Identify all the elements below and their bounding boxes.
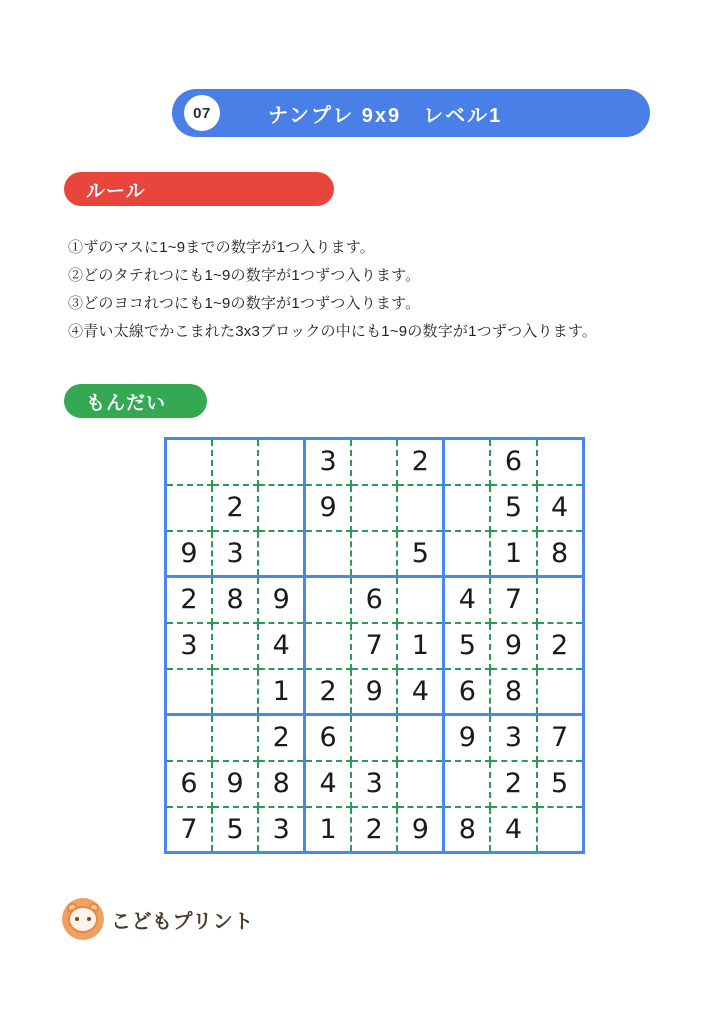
sudoku-cell-r1c1[interactable] bbox=[166, 439, 212, 485]
sudoku-cell-r6c8[interactable]: 8 bbox=[490, 669, 536, 715]
problem-section-banner bbox=[64, 384, 207, 418]
sudoku-cell-r2c6[interactable] bbox=[397, 485, 443, 531]
sudoku-cell-r4c1[interactable]: 2 bbox=[166, 577, 212, 623]
sudoku-cell-r7c8[interactable]: 3 bbox=[490, 715, 536, 761]
sudoku-cell-r3c8[interactable]: 1 bbox=[490, 531, 536, 577]
sudoku-row bbox=[166, 439, 584, 485]
sudoku-cell-r9c7[interactable]: 8 bbox=[444, 807, 490, 853]
sudoku-cell-r1c9[interactable] bbox=[537, 439, 583, 485]
sudoku-cell-r4c5[interactable]: 6 bbox=[351, 577, 397, 623]
sudoku-table bbox=[164, 437, 585, 854]
cat-face-icon bbox=[62, 898, 104, 940]
sudoku-cell-r4c2[interactable]: 8 bbox=[212, 577, 258, 623]
sudoku-cell-r6c9[interactable] bbox=[537, 669, 583, 715]
sudoku-cell-r9c9[interactable] bbox=[537, 807, 583, 853]
puzzle-number-badge: 07 bbox=[184, 95, 220, 131]
rule-line-1: ①ずのマスに1~9までの数字が1つ入ります。 bbox=[68, 239, 375, 256]
sudoku-cell-r3c1[interactable]: 9 bbox=[166, 531, 212, 577]
sudoku-cell-r5c1[interactable]: 3 bbox=[166, 623, 212, 669]
sudoku-cell-r6c5[interactable]: 9 bbox=[351, 669, 397, 715]
sudoku-cell-r1c3[interactable] bbox=[258, 439, 304, 485]
rules-list bbox=[68, 234, 668, 346]
sudoku-row bbox=[166, 485, 584, 531]
sudoku-cell-r8c2[interactable]: 9 bbox=[212, 761, 258, 807]
sudoku-cell-r2c4[interactable]: 9 bbox=[305, 485, 351, 531]
problem-banner-label: もんだい bbox=[86, 392, 167, 414]
sudoku-cell-r4c9[interactable] bbox=[537, 577, 583, 623]
sudoku-cell-r4c8[interactable]: 7 bbox=[490, 577, 536, 623]
sudoku-cell-r6c6[interactable]: 4 bbox=[397, 669, 443, 715]
sudoku-cell-r9c2[interactable]: 5 bbox=[212, 807, 258, 853]
sudoku-cell-r2c1[interactable] bbox=[166, 485, 212, 531]
sudoku-cell-r4c4[interactable] bbox=[305, 577, 351, 623]
footer-brand bbox=[62, 898, 254, 940]
sudoku-cell-r2c7[interactable] bbox=[444, 485, 490, 531]
sudoku-cell-r8c6[interactable] bbox=[397, 761, 443, 807]
sudoku-cell-r9c5[interactable]: 2 bbox=[351, 807, 397, 853]
sudoku-cell-r3c7[interactable] bbox=[444, 531, 490, 577]
sudoku-cell-r8c9[interactable]: 5 bbox=[537, 761, 583, 807]
sudoku-cell-r1c8[interactable]: 6 bbox=[490, 439, 536, 485]
sudoku-cell-r5c4[interactable] bbox=[305, 623, 351, 669]
sudoku-cell-r2c2[interactable]: 2 bbox=[212, 485, 258, 531]
sudoku-cell-r7c7[interactable]: 9 bbox=[444, 715, 490, 761]
sudoku-cell-r2c9[interactable]: 4 bbox=[537, 485, 583, 531]
sudoku-cell-r7c4[interactable]: 6 bbox=[305, 715, 351, 761]
sudoku-cell-r5c6[interactable]: 1 bbox=[397, 623, 443, 669]
sudoku-row bbox=[166, 669, 584, 715]
sudoku-cell-r5c3[interactable]: 4 bbox=[258, 623, 304, 669]
sudoku-cell-r5c8[interactable]: 9 bbox=[490, 623, 536, 669]
sudoku-cell-r3c6[interactable]: 5 bbox=[397, 531, 443, 577]
sudoku-row bbox=[166, 807, 584, 853]
sudoku-cell-r1c2[interactable] bbox=[212, 439, 258, 485]
sudoku-row bbox=[166, 623, 584, 669]
rules-banner-label: ルール bbox=[86, 180, 146, 202]
sudoku-cell-r8c3[interactable]: 8 bbox=[258, 761, 304, 807]
sudoku-cell-r6c2[interactable] bbox=[212, 669, 258, 715]
sudoku-cell-r1c5[interactable] bbox=[351, 439, 397, 485]
sudoku-cell-r5c9[interactable]: 2 bbox=[537, 623, 583, 669]
sudoku-cell-r5c2[interactable] bbox=[212, 623, 258, 669]
brand-name: こどもプリント bbox=[111, 910, 254, 933]
sudoku-cell-r7c2[interactable] bbox=[212, 715, 258, 761]
sudoku-cell-r6c3[interactable]: 1 bbox=[258, 669, 304, 715]
sudoku-row bbox=[166, 761, 584, 807]
sudoku-cell-r6c4[interactable]: 2 bbox=[305, 669, 351, 715]
sudoku-row bbox=[166, 577, 584, 623]
sudoku-cell-r6c1[interactable] bbox=[166, 669, 212, 715]
sudoku-cell-r7c6[interactable] bbox=[397, 715, 443, 761]
sudoku-cell-r9c8[interactable]: 4 bbox=[490, 807, 536, 853]
sudoku-cell-r4c7[interactable]: 4 bbox=[444, 577, 490, 623]
rules-section-banner bbox=[64, 172, 334, 206]
sudoku-cell-r7c3[interactable]: 2 bbox=[258, 715, 304, 761]
sudoku-cell-r3c2[interactable]: 3 bbox=[212, 531, 258, 577]
sudoku-cell-r7c1[interactable] bbox=[166, 715, 212, 761]
rule-line-4: ④青い太線でかこまれた3x3ブロックの中にも1~9の数字が1つずつ入ります。 bbox=[68, 323, 598, 340]
sudoku-cell-r2c3[interactable] bbox=[258, 485, 304, 531]
sudoku-row bbox=[166, 715, 584, 761]
sudoku-cell-r5c7[interactable]: 5 bbox=[444, 623, 490, 669]
sudoku-grid bbox=[164, 437, 582, 851]
sudoku-cell-r2c8[interactable]: 5 bbox=[490, 485, 536, 531]
sudoku-cell-r1c7[interactable] bbox=[444, 439, 490, 485]
sudoku-cell-r9c4[interactable]: 1 bbox=[305, 807, 351, 853]
sudoku-cell-r7c9[interactable]: 7 bbox=[537, 715, 583, 761]
rule-line-2: ②どのタテれつにも1~9の数字が1つずつ入ります。 bbox=[68, 267, 421, 284]
rule-line-3: ③どのヨコれつにも1~9の数字が1つずつ入ります。 bbox=[68, 295, 421, 312]
sudoku-cell-r8c5[interactable]: 3 bbox=[351, 761, 397, 807]
sudoku-cell-r3c5[interactable] bbox=[351, 531, 397, 577]
sudoku-cell-r1c4[interactable]: 3 bbox=[305, 439, 351, 485]
sudoku-cell-r9c1[interactable]: 7 bbox=[166, 807, 212, 853]
sudoku-cell-r8c4[interactable]: 4 bbox=[305, 761, 351, 807]
sudoku-cell-r8c1[interactable]: 6 bbox=[166, 761, 212, 807]
cat-face-shape-icon bbox=[68, 906, 98, 933]
sudoku-row bbox=[166, 531, 584, 577]
page-title: ナンプレ 9x9 レベル1 bbox=[268, 104, 503, 127]
sudoku-cell-r3c9[interactable]: 8 bbox=[537, 531, 583, 577]
sudoku-cell-r4c3[interactable]: 9 bbox=[258, 577, 304, 623]
sudoku-cell-r9c3[interactable]: 3 bbox=[258, 807, 304, 853]
sudoku-cell-r4c6[interactable] bbox=[397, 577, 443, 623]
sudoku-cell-r8c8[interactable]: 2 bbox=[490, 761, 536, 807]
sudoku-cell-r7c5[interactable] bbox=[351, 715, 397, 761]
sudoku-cell-r3c4[interactable] bbox=[305, 531, 351, 577]
sudoku-cell-r1c6[interactable]: 2 bbox=[397, 439, 443, 485]
sudoku-cell-r6c7[interactable]: 6 bbox=[444, 669, 490, 715]
sudoku-cell-r3c3[interactable] bbox=[258, 531, 304, 577]
sudoku-cell-r8c7[interactable] bbox=[444, 761, 490, 807]
sudoku-cell-r9c6[interactable]: 9 bbox=[397, 807, 443, 853]
sudoku-cell-r5c5[interactable]: 7 bbox=[351, 623, 397, 669]
sudoku-cell-r2c5[interactable] bbox=[351, 485, 397, 531]
header-banner bbox=[172, 89, 650, 137]
